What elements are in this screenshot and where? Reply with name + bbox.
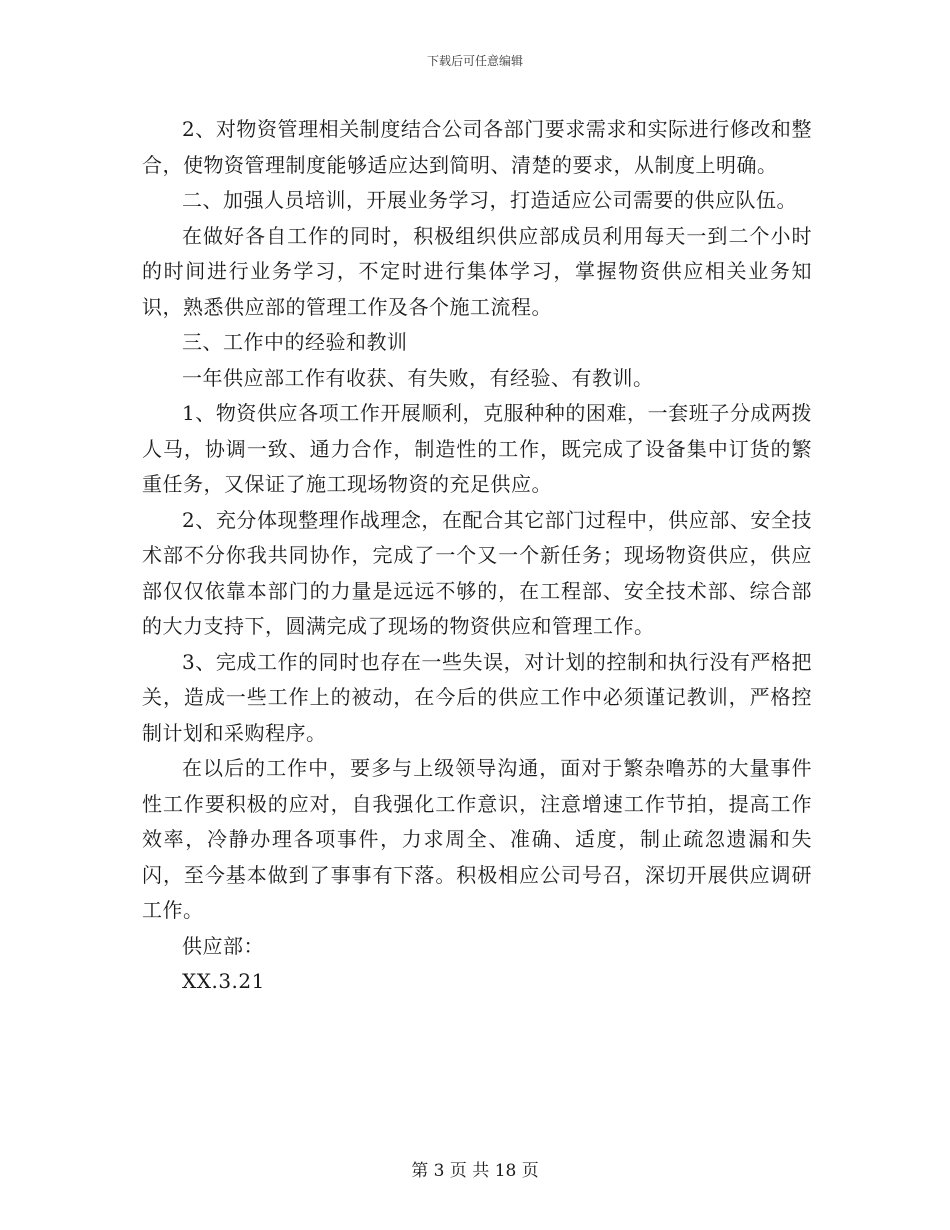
paragraph: 一年供应部工作有收获、有失败，有经验、有教训。 (182, 365, 654, 390)
paragraph: 在以后的工作中，要多与上级领导沟通，面对于繁杂噜苏的大量事件性工作要积极的应对，自我强化工作意识，注意增速工作节拍，提高工作效率，冷静办理各项事件，力求周全、准确、适度，制止疏忽遗漏和失闪，至今基本做到了事事有下落。积极相应公司号召，深切开展供应调研工作。 (142, 756, 812, 922)
page-header: 下载后可任意编辑 (426, 54, 523, 68)
paragraph: 3、完成工作的同时也存在一些失误，对计划的控制和执行没有严格把关，造成一些工作上的被动，在今后的供应工作中必须谨记教训，严格控制计划和采购程序。 (142, 649, 812, 745)
signature-date: XX.3.21 (182, 969, 265, 993)
document-body (142, 112, 812, 1000)
paragraph: 2、对物资管理相关制度结合公司各部门要求需求和实际进行修改和整合，使物资管理制度能够适应达到简明、清楚的要求，从制度上明确。 (142, 117, 812, 177)
signature-department: 供应部： (182, 933, 264, 958)
paragraph: 在做好各自工作的同时，积极组织供应部成员利用每天一到二个小时的时间进行业务学习，不定时进行集体学习，掌握物资供应相关业务知识，熟悉供应部的管理工作及各个施工流程。 (142, 223, 812, 319)
section-heading: 二、加强人员培训，开展业务学习，打造适应公司需要的供应队伍。 (182, 188, 797, 212)
paragraph: 2、充分体现整理作战理念，在配合其它部门过程中，供应部、安全技术部不分你我共同协作，完成了一个又一个新任务；现场物资供应，供应部仅仅依靠本部门的力量是远远不够的，在工程部、安全技术部、综合部的大力支持下，圆满完成了现场的物资供应和管理工作。 (142, 507, 812, 638)
paragraph: 1、物资供应各项工作开展顺利，克服种种的困难，一套班子分成两拨人马，协调一致、通力合作，制造性的工作，既完成了设备集中订货的繁重任务，又保证了施工现场物资的充足供应。 (142, 401, 812, 496)
section-heading: 三、工作中的经验和教训 (182, 330, 408, 354)
page-number: 第 3 页 共 18 页 (411, 1161, 539, 1181)
